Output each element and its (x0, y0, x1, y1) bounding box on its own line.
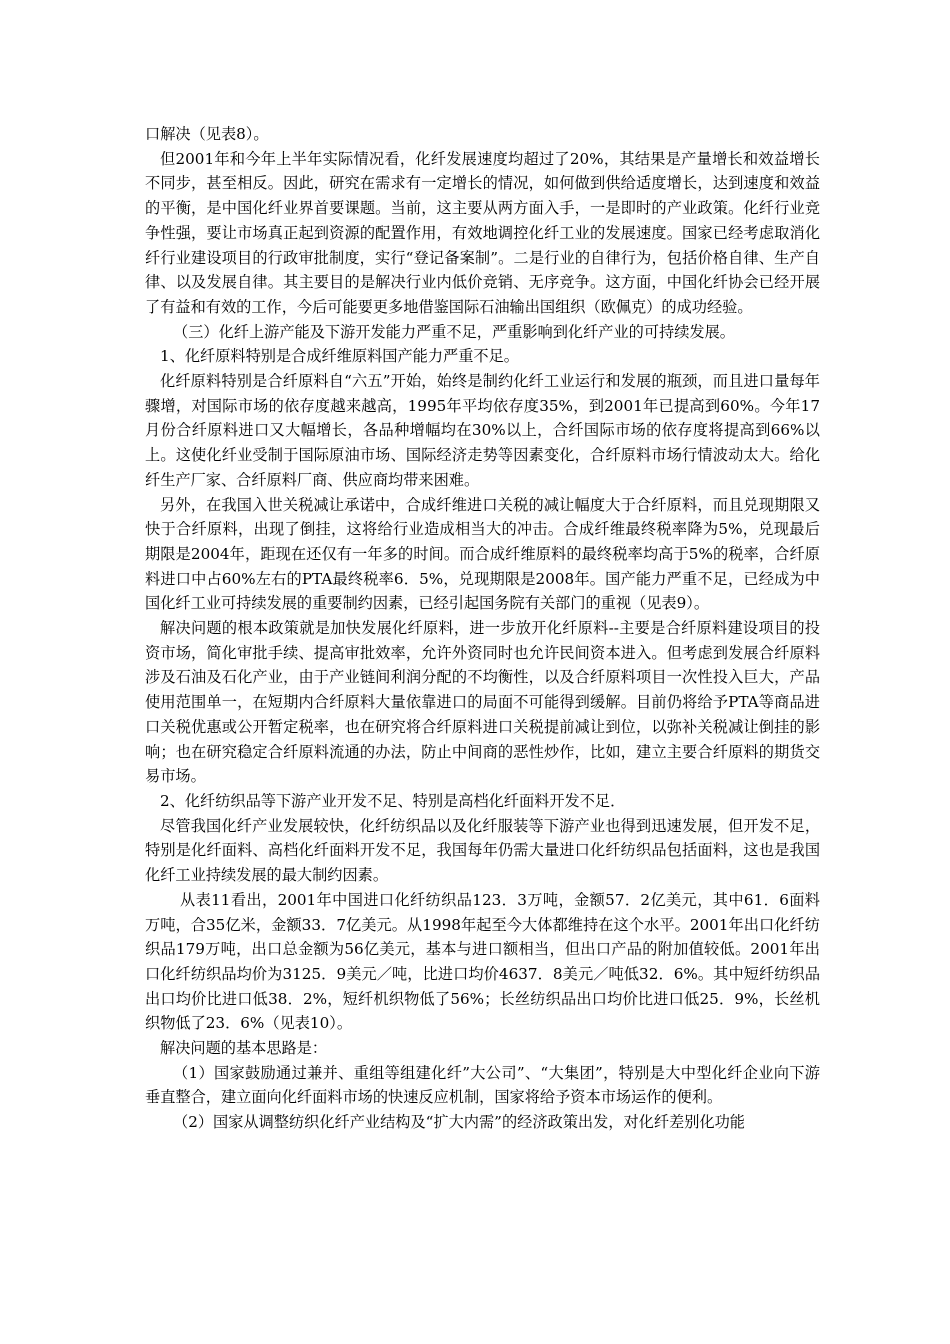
paragraph-policy-solution: 解决问题的根本政策就是加快发展化纤原料，进一步放开化纤原料--主要是合纤原料建设项目的投资市场，简化审批手续、提高审批效率，允许外资同时也允许民间资本进入。但考虑到发展合纤原料涉及石油及石化产业，由于产业链间利润分配的不均衡性，以及合纤原料项目一次性投入巨大，产品使用范围单一，在短期内合纤原料大量依靠进口的局面不可能得到缓解。目前仍将给予PTA等商品进口关税优惠或公开暂定税率，也在研究将合纤原料进口关税提前减让到位，以弥补关税减让倒挂的影响；也在研究稳定合纤原料流通的办法，防止中间商的恶性炒作，比如，建立主要合纤原料的期货交易市场。 (145, 619, 820, 786)
list-item-1: （1）国家鼓励通过兼并、重组等组建化纤”大公司”、“大集团”，特别是大中型化纤企业向下游垂直整合，建立面向化纤面料市场的快速反应机制，国家将给予资本市场运作的便利。 (145, 1063, 820, 1107)
list-item-2: （2）国家从调整纺织化纤产业结构及“扩大内需”的经济政策出发，对化纤差别化功能 (173, 1113, 745, 1132)
subheading-2: 2、化纤纺织品等下游产业开发不足、特别是高档化纤面料开发不足． (160, 791, 626, 810)
paragraph-growth-analysis: 但2001年和今年上半年实际情况看，化纤发展速度均超过了20%，其结果是产量增长和效益增长不同步，甚至相反。因此，研究在需求有一定增长的情况，如何做到供给适度增长，达到速度和效益的平衡，是中国化纤业界首要课题。当前，这主要从两方面入手，一是即时的产业政策。化纤行业竞争性强，要让市场真正起到资源的配置作用，有效地调控化纤工业的发展速度。国家已经考虑取消化纤行业建设项目的行政审批制度，实行“登记备案制”。二是行业的自律行为，包括价格自律、生产自律、以及发展自律。其主要目的是解决行业内低价竞销、无序竞争。这方面，中国化纤协会已经开展了有益和有效的工作，今后可能要更多地借鉴国际石油输出国组织（欧佩克）的成功经验。 (145, 149, 820, 316)
paragraph-approach-intro: 解决问题的基本思路是： (160, 1039, 328, 1058)
paragraph-raw-materials: 化纤原料特别是合纤原料自“六五”开始，始终是制约化纤工业运行和发展的瓶颈，而且进口量每年骤增，对国际市场的依存度越来越高，1995年平均依存度35%，到2001年已提高到60%。今年17月份合纤原料进口又大幅增长，各品种增幅均在30%以上，合纤国际市场的依存度将提高到66%以上。这使化纤业受制于国际原油市场、国际经济走势等因素变化，合纤原料市场行情波动太大。给化纤生产厂家、合纤原料厂商、供应商均带来困难。 (145, 372, 820, 489)
subheading-1: 1、化纤原料特别是合成纤维原料国产能力严重不足。 (160, 347, 519, 366)
paragraph-trade-stats: 从表11看出，2001年中国进口化纤纺织品123．3万吨，金额57．2亿美元，其中61．6面料万吨，合35亿米，金额33．7亿美元。从1998年起至今大体都维持在这个水平。2001年出口化纤纺织品179万吨，出口总金额为56亿美元，基本与进口额相当，但出口产品的附加值较低。2001年出口化纤纺织品均价为3125．9美元／吨，比进口均价4637．8美元／吨低32．6%。其中短纤纺织品出口均价比进口低38．2%，短纤机织物低了56%；长丝纺织品出口均价比进口低25．9%，长丝机织物低了23．6%（见表10）。 (145, 890, 820, 1033)
section-heading-3: （三）化纤上游产能及下游开发能力严重不足，严重影响到化纤产业的可持续发展。 (173, 322, 735, 341)
paragraph-continuation: 口解决（见表8）。 (145, 125, 269, 143)
document-page (145, 122, 820, 1135)
paragraph-tariffs: 另外，在我国入世关税减让承诺中，合成纤维进口关税的减让幅度大于合纤原料，而且兑现期限又快于合纤原料，出现了倒挂，这将给行业造成相当大的冲击。合成纤维最终税率降为5%，兑现最后期限是2004年，距现在还仅有一年多的时间。而合成纤维原料的最终税率均高于5%的税率，合纤原料进口中占60%左右的PTA最终税率6．5%，兑现期限是2008年。国产能力严重不足，已经成为中国化纤工业可持续发展的重要制约因素，已经引起国务院有关部门的重视（见表9）。 (145, 495, 820, 613)
paragraph-downstream: 尽管我国化纤产业发展较快，化纤纺织品以及化纤服装等下游产业也得到迅速发展，但开发不足，特别是化纤面料、高档化纤面料开发不足，我国每年仍需大量进口化纤纺织品包括面料，这也是我国化纤工业持续发展的最大制约因素。 (145, 816, 820, 885)
